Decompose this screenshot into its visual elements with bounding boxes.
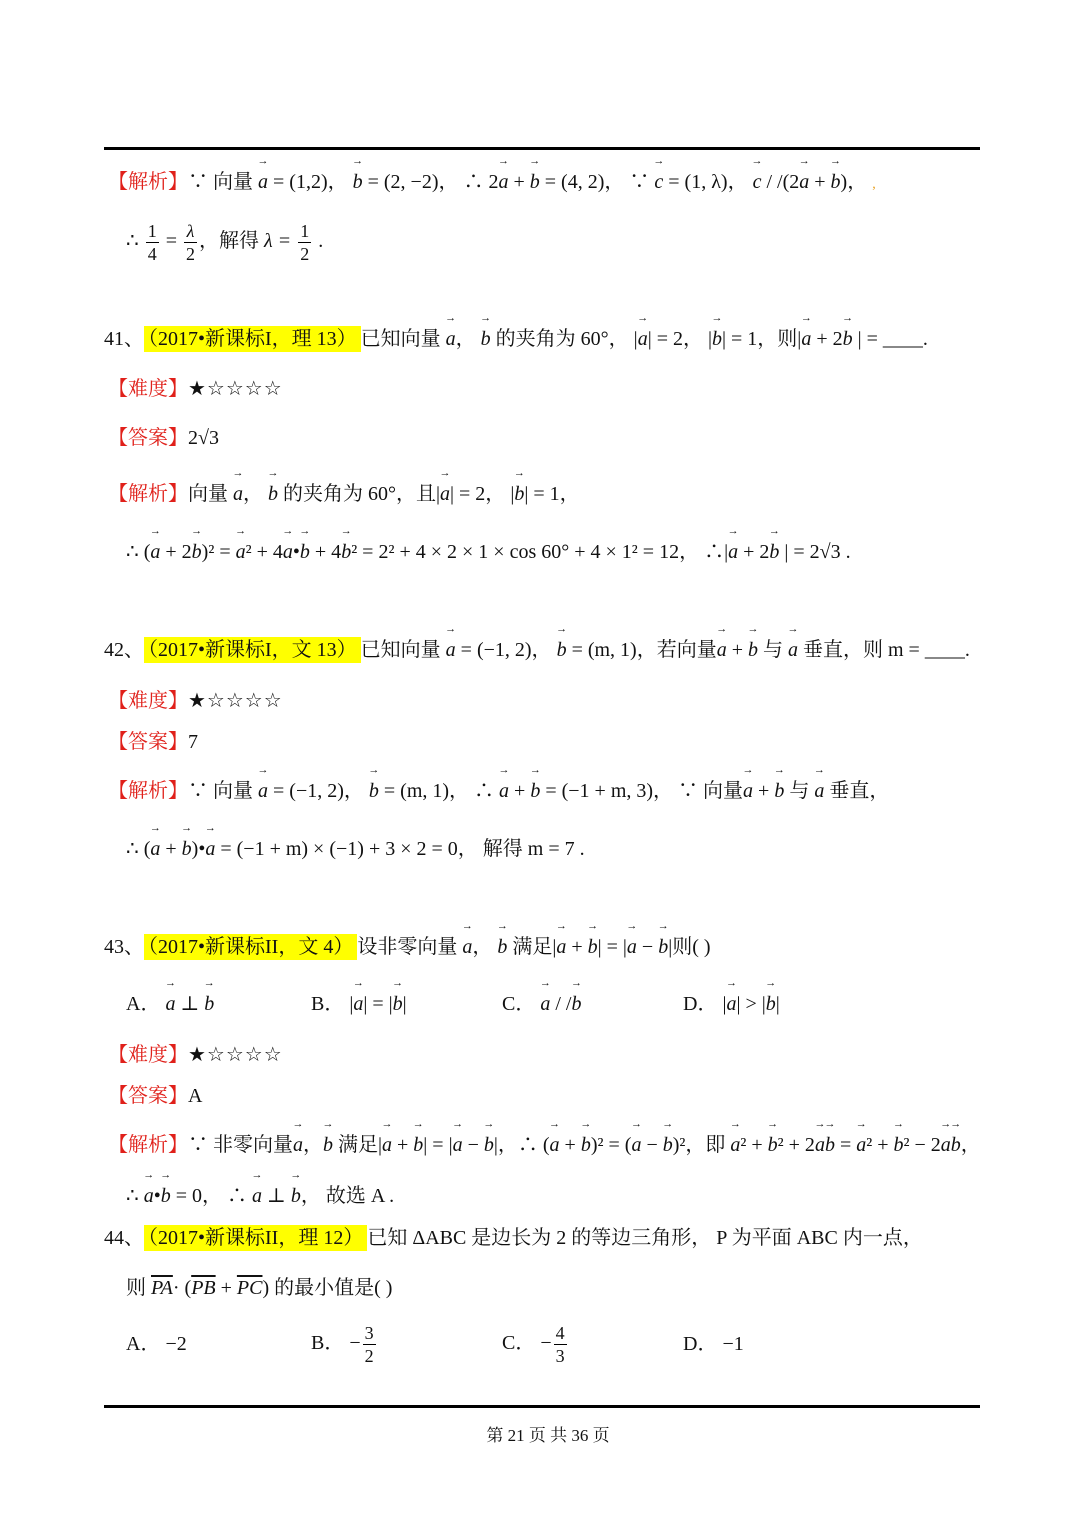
q43-difficulty: 【难度】★☆☆☆☆ bbox=[108, 1042, 283, 1066]
difficulty-stars: ★☆☆☆☆ bbox=[188, 688, 283, 712]
q41-stem: 41、 （2017•新课标I，理 13） 已知向量 → a， → b 的夹角为 60°， |→ a| = 2， |→ b| = 1，则|→ a + 2→ b | = ____. bbox=[104, 325, 928, 353]
answer-value: 7 bbox=[188, 731, 198, 753]
fraction: $\frac{4}{3}$ bbox=[555, 1322, 565, 1366]
q43-option-c[interactable]: C． → a / /→ b bbox=[502, 990, 581, 1018]
fraction: $\frac{1}{4}$ bbox=[147, 220, 157, 264]
q42-answer: 【答案】7 bbox=[108, 731, 198, 753]
difficulty-stars: ★☆☆☆☆ bbox=[188, 1042, 283, 1066]
page-footer: 第 21 页 共 36 页 bbox=[486, 1426, 610, 1445]
prev-analysis-line2: ∴ $\frac{1}{4}$ = $\frac{\lambda}{2}$ ，解得 λ = $\frac{1}{2}$ . bbox=[126, 220, 324, 264]
q42-calc: ∴ (→ a + → b)•→ a = (−1 + m) × (−1) + 3 × 2 = 0， 解得 m = 7 . bbox=[126, 835, 585, 863]
fraction: $\frac{\lambda}{2}$ bbox=[186, 220, 196, 264]
q43-option-a[interactable]: A． → a ⊥ → b bbox=[126, 990, 214, 1018]
q43-option-b[interactable]: B． |→ a| = |→ b| bbox=[311, 990, 407, 1018]
question-source: （2017•新课标I，文 13） bbox=[144, 637, 361, 663]
q43-stem: 43、 （2017•新课标II，文 4） 设非零向量 → a， → b 满足|→ a + → b| = |→ a − → b|则( ) bbox=[104, 933, 711, 961]
answer-value: 2√3 bbox=[188, 427, 219, 449]
q44-option-b[interactable]: B． − $\frac{3}{2}$ bbox=[311, 1322, 374, 1366]
q43-option-d[interactable]: D． |→ a| > |→ b| bbox=[683, 990, 780, 1018]
bottom-rule bbox=[104, 1405, 980, 1408]
q43-answer: 【答案】A bbox=[108, 1085, 203, 1107]
q42-difficulty: 【难度】★☆☆☆☆ bbox=[108, 688, 283, 712]
q44-option-c[interactable]: C． − $\frac{4}{3}$ bbox=[502, 1322, 565, 1366]
fraction: $\frac{3}{2}$ bbox=[364, 1322, 374, 1366]
fraction: $\frac{1}{2}$ bbox=[300, 220, 310, 264]
q42-analysis: 【解析】∵ 向量 → a = (−1, 2)， → b = (m, 1)， ∴ → a + → b = (−1 + m, 3)， ∵ 向量→ a + → b 与 → a 垂直， bbox=[108, 777, 889, 805]
q44-option-a[interactable]: A． −2 bbox=[126, 1333, 187, 1355]
q42-stem: 42、 （2017•新课标I，文 13） 已知向量 → a = (−1, 2)， → b = (m, 1)，若向量→ a + → b 与 → a 垂直，则 m = ____. bbox=[104, 636, 970, 664]
q41-difficulty: 【难度】★☆☆☆☆ bbox=[108, 376, 283, 400]
analysis-label: 【解析】 bbox=[108, 171, 188, 193]
question-number: 44、 bbox=[104, 1227, 144, 1249]
question-source: （2017•新课标I，理 13） bbox=[144, 326, 361, 352]
question-number: 42、 bbox=[104, 639, 144, 661]
q43-calc: ∴ → a•→ b = 0， ∴ → a ⊥ → b， 故选 A . bbox=[126, 1182, 394, 1210]
q44-stem-line2: 则 $\overline{PA}\cdot (\overline{PB} + \overline{PC})$ 的最小值是( ) bbox=[126, 1277, 393, 1299]
q43-analysis: 【解析】∵ 非零向量→ a，→ b 满足|→ a + → b| = |→ a − → b|，∴ (→ a + → b)² = (→ a − → b)²，即 → a² + → b² + 2→ a→ b = → a² + → b² − 2→ a→ b， bbox=[108, 1131, 981, 1159]
q44-option-d[interactable]: D． −1 bbox=[683, 1333, 744, 1355]
top-rule bbox=[104, 147, 980, 150]
difficulty-stars: ★☆☆☆☆ bbox=[188, 376, 283, 400]
prev-analysis-line1: 【解析】∵ 向量 → a = (1,2)， → b = (2, −2)， ∴ 2→ a + → b = (4, 2)， ∵ → c = (1, λ)， → c / /(2→ a + → b)， , bbox=[108, 168, 876, 199]
question-source: （2017•新课标II，理 12） bbox=[144, 1225, 367, 1251]
question-number: 43、 bbox=[104, 936, 144, 958]
mark-dot: , bbox=[872, 177, 876, 192]
q41-answer: 【答案】2√3 bbox=[108, 427, 219, 449]
question-number: 41、 bbox=[104, 328, 144, 350]
q44-stem-line1: 44、 （2017•新课标II，理 12） 已知 ΔABC 是边长为 2 的等边三角形， P 为平面 ABC 内一点， bbox=[104, 1227, 923, 1249]
q41-analysis: 【解析】向量 → a， → b 的夹角为 60°，且|→ a| = 2， |→ b| = 1， bbox=[108, 480, 580, 508]
question-source: （2017•新课标II，文 4） bbox=[144, 934, 357, 960]
answer-value: A bbox=[188, 1085, 203, 1107]
q41-calc: ∴ (→ a + 2→ b)² = → a² + 4→ a•→ b + 4→ b² = 2² + 4 × 2 × 1 × cos 60° + 4 × 1² = 12， ∴|→ a + 2→ b | = 2√3 . bbox=[126, 538, 851, 566]
